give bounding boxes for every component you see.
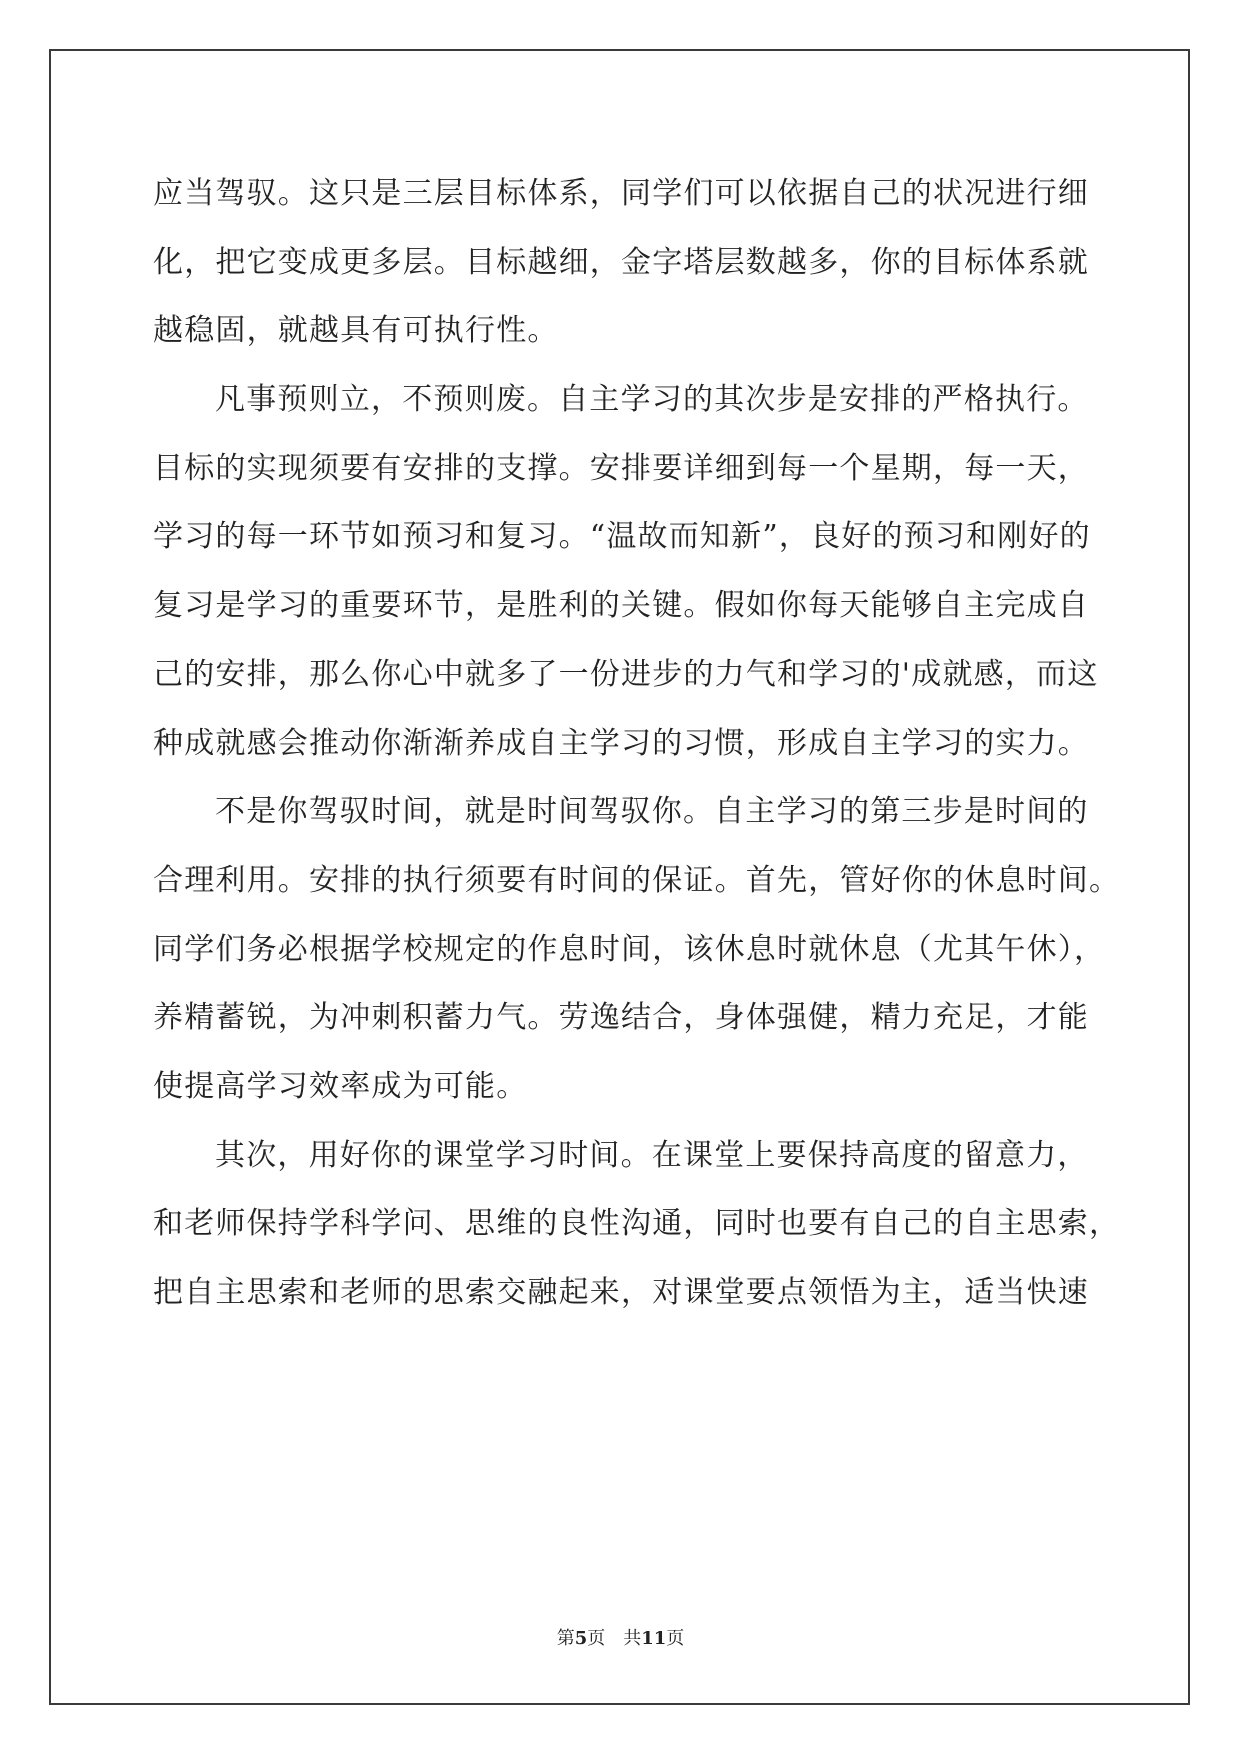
text-line: 种成就感会推动你渐渐养成自主学习的习惯，形成自主学习的实力。 bbox=[153, 725, 1089, 761]
page-footer bbox=[0, 1624, 1241, 1650]
text-line: 己的安排，那么你心中就多了一份进步的力气和学习的'成就感，而这 bbox=[153, 656, 1099, 692]
text-line: 应当驾驭。这只是三层目标体系，同学们可以依据自己的状况进行细 bbox=[153, 176, 1089, 211]
text-line: 凡事预则立，不预则废。自主学习的其次步是安排的严格执行。 bbox=[215, 382, 1089, 418]
current-page-number: 5 bbox=[574, 1628, 588, 1649]
text-line: 化，把它变成更多层。目标越细，金字塔层数越多，你的目标体系就 bbox=[153, 244, 1089, 280]
text-line: 同学们务必根据学校规定的作息时间，该休息时就休息（尤其午休）， bbox=[153, 931, 1106, 967]
text-line: 合理利用。安排的执行须要有时间的保证。首先，管好你的休息时间。 bbox=[153, 862, 1121, 898]
total-prefix: 共 bbox=[623, 1628, 642, 1649]
text-line: 使提高学习效率成为可能。 bbox=[153, 1068, 528, 1104]
text-line: 复习是学习的重要环节，是胜利的关键。假如你每天能够自主完成自 bbox=[153, 588, 1089, 624]
text-line: 其次，用好你的课堂学习时间。在课堂上要保持高度的留意力， bbox=[215, 1137, 1089, 1173]
document-body bbox=[153, 160, 1121, 1328]
total-unit: 页 bbox=[666, 1628, 685, 1649]
page-prefix: 第 bbox=[556, 1628, 575, 1649]
total-page-count: 11 bbox=[641, 1628, 667, 1649]
page-unit: 页 bbox=[587, 1628, 606, 1649]
text-line: 越稳固，就越具有可执行性。 bbox=[153, 313, 559, 349]
text-line: 学习的每一环节如预习和复习。“温故而知新”，良好的预习和刚好的 bbox=[153, 519, 1091, 555]
text-line: 把自主思索和老师的思索交融起来，对课堂要点领悟为主，适当快速 bbox=[153, 1275, 1089, 1310]
text-line: 不是你驾驭时间，就是时间驾驭你。自主学习的第三步是时间的 bbox=[215, 794, 1089, 830]
text-line: 养精蓄锐，为冲刺积蓄力气。劳逸结合，身体强健，精力充足，才能 bbox=[153, 1000, 1089, 1036]
text-line: 目标的实现须要有安排的支撑。安排要详细到每一个星期，每一天， bbox=[153, 450, 1089, 486]
text-line: 和老师保持学科学问、思维的良性沟通，同时也要有自己的自主思索， bbox=[153, 1206, 1121, 1242]
